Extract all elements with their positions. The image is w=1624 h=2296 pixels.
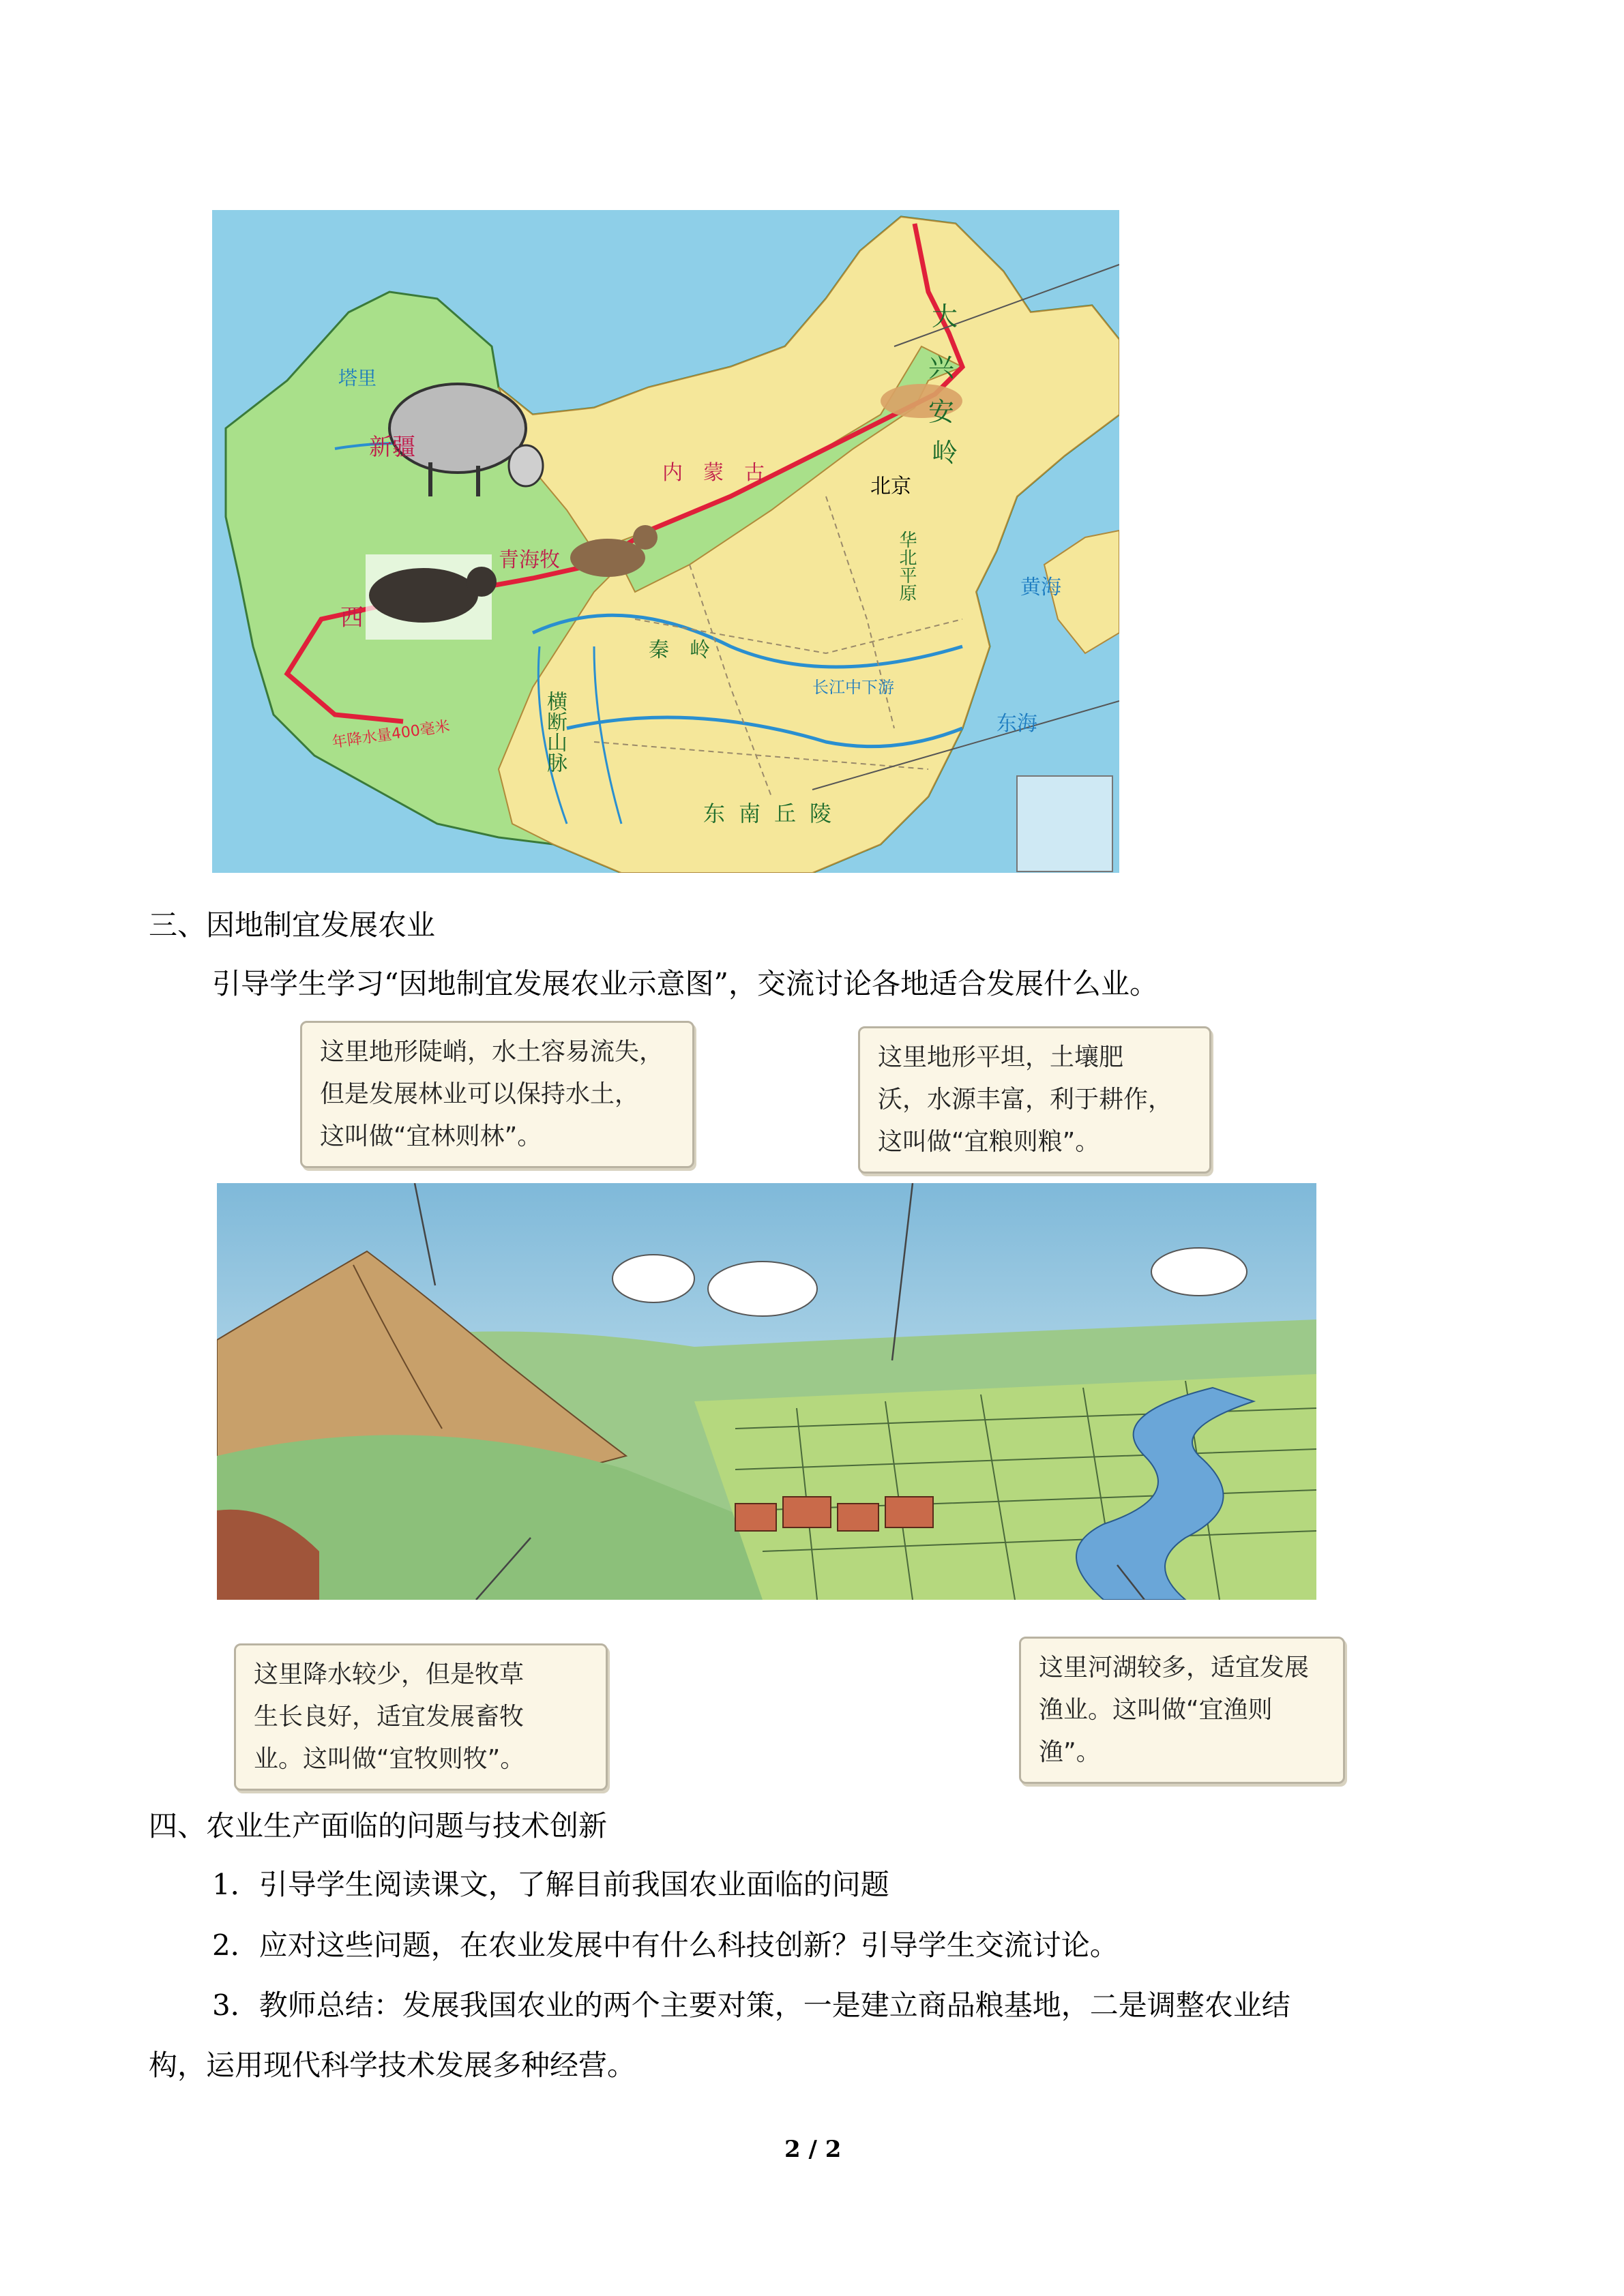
map-label-da: 大 xyxy=(932,301,958,331)
callout-fishery-line3: 渔”。 xyxy=(1039,1738,1101,1766)
callout-forest-line3: 这叫做“宜林则林”。 xyxy=(320,1122,542,1150)
callout-pasture-line3: 业。这叫做“宜牧则牧”。 xyxy=(254,1745,525,1773)
map-label-huabei: 华北平原 xyxy=(896,531,917,601)
callout-grain-line3: 这叫做“宜粮则粮”。 xyxy=(878,1128,1100,1156)
map-label-yellow-sea: 黄海 xyxy=(1020,576,1061,599)
section3-intro: 引导学生学习“因地制宜发展农业示意图”，交流讨论各地适合发展什么业。 xyxy=(212,967,1158,1000)
callout-fishery xyxy=(1019,1637,1345,1784)
landscape-graphic xyxy=(217,1183,1316,1600)
callout-forest-line2: 但是发展林业可以保持水土， xyxy=(320,1080,640,1108)
map-label-east-sea: 东海 xyxy=(996,712,1037,736)
map-label-tarim: 塔里 xyxy=(338,367,377,389)
yak-icon xyxy=(366,554,497,640)
section4-item3-line2: 构，运用现代科学技术发展多种经营。 xyxy=(149,2048,636,2082)
map-label-changjiang: 长江中下游 xyxy=(812,678,894,697)
map-label-xing: 兴 xyxy=(928,353,955,383)
callout-grain-line2: 沃，水源丰富，利于耕作， xyxy=(878,1086,1173,1114)
callout-pasture-line1: 这里降水较少，但是牧草 xyxy=(254,1660,525,1688)
callout-grain xyxy=(858,1026,1211,1174)
section4-item3-line1: 3．教师总结：发展我国农业的两个主要对策，一是建立商品粮基地，二是调整农业结 xyxy=(212,1988,1290,2022)
callout-grain-line1: 这里地形平坦，土壤肥 xyxy=(878,1043,1124,1071)
callout-pasture xyxy=(234,1643,608,1791)
callout-fishery-line2: 渔业。这叫做“宜渔则 xyxy=(1039,1696,1273,1724)
callout-pasture-line2: 生长良好，适宜发展畜牧 xyxy=(254,1703,525,1731)
callout-forest xyxy=(300,1021,694,1168)
section4-item2: 2．应对这些问题，在农业发展中有什么科技创新？引导学生交流讨论。 xyxy=(212,1928,1119,1962)
map-label-qinling: 秦 岭 xyxy=(649,638,710,662)
callout-fishery-line1: 这里河湖较多，适宜发展 xyxy=(1039,1654,1310,1682)
map-label-qinghai: 青海牧 xyxy=(499,548,560,572)
section4-item1: 1．引导学生阅读课文，了解目前我国农业面临的问题 xyxy=(212,1868,889,1901)
map-label-an: 安 xyxy=(928,397,955,427)
agriculture-illustration xyxy=(217,1183,1316,1600)
map-label-southeast: 东南丘陵 xyxy=(703,801,846,826)
map-label-beijing: 北京 xyxy=(870,475,911,498)
section4-heading: 四、农业生产面临的问题与技术创新 xyxy=(149,1809,608,1843)
map-label-inner-mongolia: 内 蒙 古 xyxy=(662,461,765,485)
map-label-ling: 岭 xyxy=(932,438,958,468)
agriculture-map xyxy=(212,210,1119,873)
section3-heading: 三、因地制宜发展农业 xyxy=(149,908,436,942)
map-label-hengduan: 横断山脉 xyxy=(543,691,567,773)
map-label-tibet: 西 xyxy=(340,604,364,631)
map-label-xinjiang: 新疆 xyxy=(369,434,415,461)
page-number: 2 / 2 xyxy=(784,2136,842,2163)
callout-forest-line1: 这里地形陡峭，水土容易流失， xyxy=(320,1038,664,1066)
map-label-rain-line: 年降水量400毫米 xyxy=(331,717,452,751)
map-graphic xyxy=(212,210,1119,873)
